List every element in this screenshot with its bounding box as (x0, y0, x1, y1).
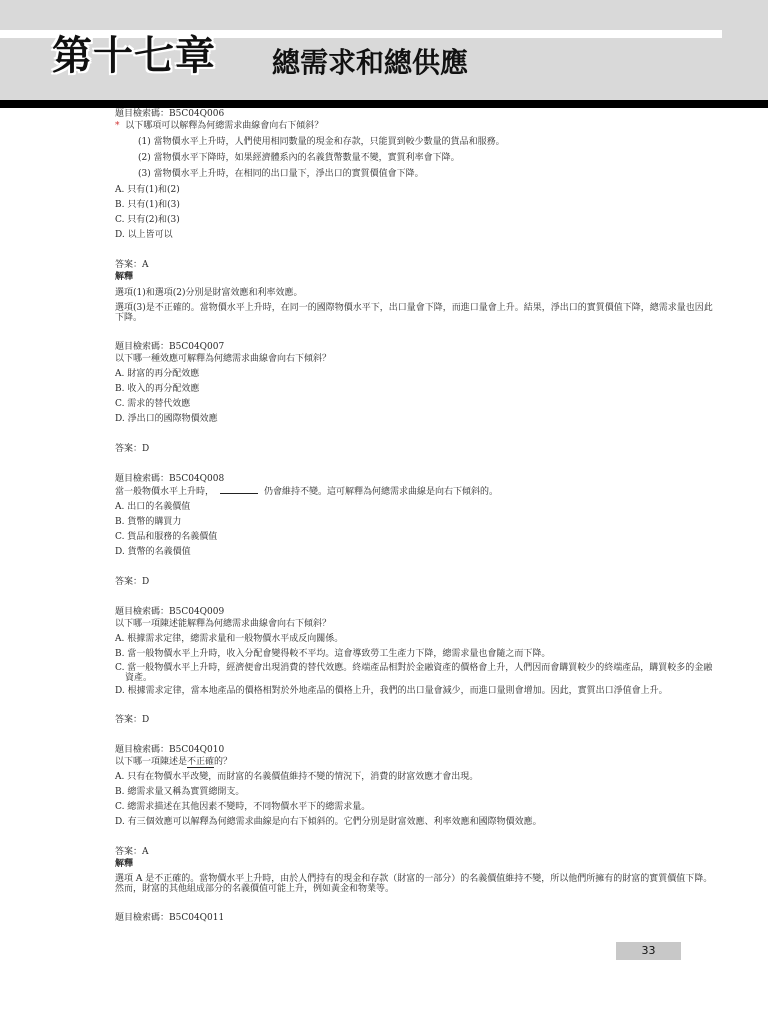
answer: 答案：D (115, 577, 150, 587)
option-a: A. 財富的再分配效應 (115, 369, 200, 379)
question-part: 的？ (214, 757, 233, 767)
chapter-number: 第十七章 (52, 33, 216, 79)
option-a: A. 出口的名義價值 (115, 502, 191, 512)
option-c: C. 只有(2)和(3) (115, 215, 180, 225)
option-c: C. 當一般物價水平上升時，經濟便會出現消費的替代效應。終端產品相對於金融資產的價格會上升，人們因而會購買較少的終端產品，購買較多的金融資產。 (115, 663, 713, 683)
question-text (115, 120, 715, 132)
option-b: B. 收入的再分配效應 (115, 384, 200, 394)
option-b: B. 貨幣的購買力 (115, 517, 182, 527)
statement-2: (2) 當物價水平下降時，如果經濟體系內的名義貨幣數量不變，實質利率會下降。 (138, 153, 460, 163)
question-code: 題目檢索碼：B5C04Q011 (115, 913, 225, 923)
question-code: 題目檢索碼：B5C04Q008 (115, 474, 225, 484)
option-c: C. 總需求描述在其他因素不變時，不同物價水平下的總需求量。 (115, 802, 371, 812)
explanation-line: 選項(3)是不正確的。當物價水平上升時，在同一的國際物價水平下，出口量會下降，而進口量會上升。結果，淨出口的實質價值下降，總需求量也因此下降。 (115, 303, 713, 323)
question-part: 仍會維持不變。這可解釋為何總需求曲線是向右下傾斜的。 (264, 487, 499, 497)
question-block-q008 (115, 473, 715, 588)
option-d: D. 貨幣的名義價值 (115, 547, 191, 557)
option-b: B. 當一般物價水平上升時，收入分配會變得較不平均。這會導致勞工生產力下降，總需求量也會隨之而下降。 (115, 649, 551, 659)
option-c: C. 貨品和服務的名義價值 (115, 532, 218, 542)
question-stem: 以下哪一項陳述能解釋為何總需求曲線會向右下傾斜？ (115, 619, 332, 629)
option-d: D. 有三個效應可以解釋為何總需求曲線是向右下傾斜的。它們分別是財富效應、利率效應和國際物價效應。 (115, 817, 542, 827)
explanation-line: 選項 A 是不正確的。當物價水平上升時，由於人們持有的現金和存款（財富的一部分）的名義價值維持不變，所以他們所擁有的財富的實質價值下降。然而，財富的其他組成部分的名義價值可能上升，例如黃金和物業等。 (115, 874, 713, 894)
option-b: B. 總需求量又稱為實質總開支。 (115, 787, 245, 797)
question-block-q011 (115, 912, 715, 924)
explanation-line: 選項(1)和選項(2)分別是財富效應和利率效應。 (115, 288, 303, 298)
option-d: D. 淨出口的國際物價效應 (115, 414, 218, 424)
option-d: D. 根據需求定律，當本地產品的價格相對於外地產品的價格上升，我們的出口量會減少，而進口量則會增加。因此，實質出口淨值會上升。 (115, 686, 668, 696)
question-stem: 以下哪項可以解釋為何總需求曲線會向右下傾斜？ (125, 121, 324, 131)
answer: 答案：D (115, 715, 150, 725)
underlined-word: 不正確 (187, 757, 215, 767)
question-block-q010 (115, 744, 715, 894)
question-code: 題目檢索碼：B5C04Q007 (115, 342, 225, 352)
question-code: 題目檢索碼：B5C04Q009 (115, 607, 225, 617)
question-block-q007 (115, 341, 715, 455)
page-number: 33 (616, 942, 681, 960)
statement-3: (3) 當物價水平上升時，在相同的出口量下，淨出口的實質價值會下降。 (138, 169, 424, 179)
header-rule (0, 100, 768, 108)
option-a: A. 只有在物價水平改變，而財富的名義價值維持不變的情況下，消費的財富效應才會出現。 (115, 772, 479, 782)
chapter-title: 總需求和總供應 (272, 46, 469, 79)
question-part: 以下哪一項陳述是 (115, 757, 188, 767)
question-part: 當一般物價水平上升時， (115, 487, 215, 497)
question-block-q006 (115, 108, 715, 323)
option-a: A. 根據需求定律，總需求量和一般物價水平成反向關係。 (115, 634, 344, 644)
answer: 答案：A (115, 260, 149, 270)
answer: 答案：A (115, 847, 149, 857)
explanation-heading: 解釋 (115, 272, 134, 282)
option-c: C. 需求的替代效應 (115, 399, 191, 409)
answer: 答案：D (115, 444, 150, 454)
fill-blank (220, 485, 258, 494)
statement-1: (1) 當物價水平上升時，人們使用相同數量的現金和存款，只能買到較少數量的貨品和服務。 (138, 137, 505, 147)
question-code: 題目檢索碼：B5C04Q006 (115, 109, 225, 119)
question-list (115, 108, 715, 924)
question-block-q009 (115, 606, 715, 726)
question-stem: 以下哪一種效應可解釋為何總需求曲線會向右下傾斜？ (115, 354, 332, 364)
question-stem (115, 756, 715, 768)
question-code: 題目檢索碼：B5C04Q010 (115, 745, 225, 755)
star-marker: * (115, 121, 120, 131)
option-b: B. 只有(1)和(3) (115, 200, 180, 210)
option-a: A. 只有(1)和(2) (115, 185, 180, 195)
explanation-heading: 解釋 (115, 859, 134, 869)
option-d: D. 以上皆可以 (115, 230, 173, 240)
question-stem (115, 485, 715, 498)
